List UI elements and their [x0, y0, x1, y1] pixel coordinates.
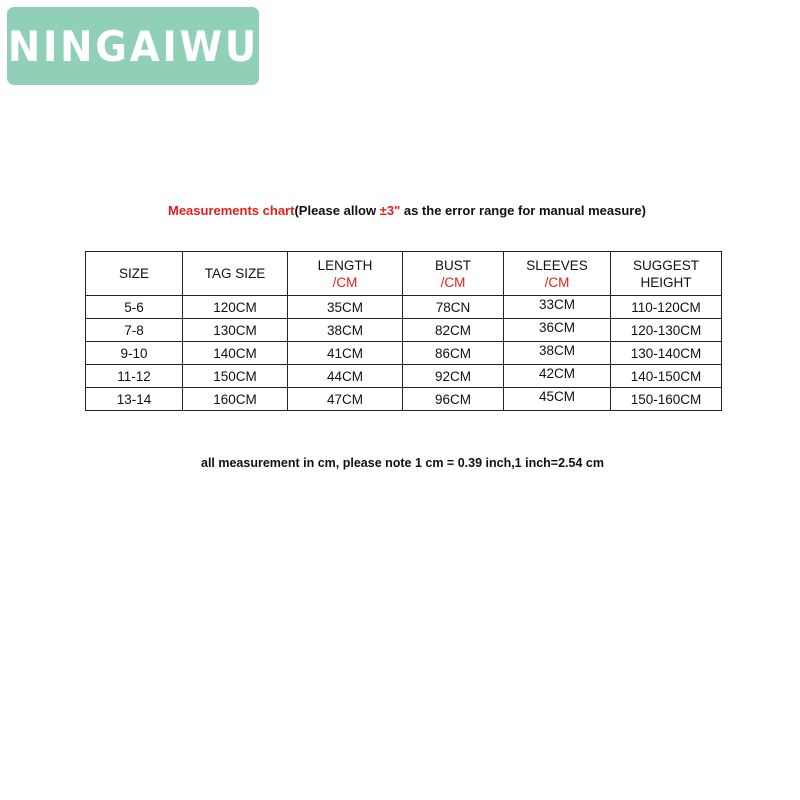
heading-title: Measurements chart: [168, 203, 295, 218]
header-length-label: LENGTH: [317, 257, 373, 273]
header-length-unit: /CM: [332, 274, 358, 290]
cell-suggest-height-value: 120-130CM: [630, 322, 702, 338]
cell-bust-value: 96CM: [434, 391, 471, 407]
cell-suggest-height: [611, 388, 722, 411]
header-suggest-label: SUGGEST: [632, 257, 699, 273]
cell-length-value: 44CM: [326, 368, 363, 384]
table-row: [86, 388, 722, 411]
cell-length-value: 38CM: [326, 322, 363, 338]
header-sleeves-label: SLEEVES: [526, 257, 588, 273]
cell-bust: [403, 319, 504, 342]
cell-size-value: 9-10: [120, 345, 148, 361]
cell-bust-value: 86CM: [434, 345, 471, 361]
cell-bust: [403, 365, 504, 388]
cell-suggest-height: [611, 296, 722, 319]
cell-length-value: 47CM: [326, 391, 363, 407]
cell-bust-value: 82CM: [434, 322, 471, 338]
cell-suggest-height-value: 130-140CM: [630, 345, 702, 361]
cell-sleeves: [504, 365, 611, 388]
cell-tag-size: [183, 388, 288, 411]
cell-bust-value: 78CN: [435, 299, 471, 315]
cell-tag-size: [183, 342, 288, 365]
brand-logo-text: NINGAIWU: [7, 21, 259, 71]
brand-logo: [7, 7, 259, 85]
cell-sleeves: [504, 342, 611, 365]
table-row: [86, 296, 722, 319]
header-height-label: HEIGHT: [640, 274, 692, 290]
cell-sleeves: [504, 296, 611, 319]
cell-sleeves-value: 33CM: [538, 296, 575, 312]
cell-sleeves-value: 42CM: [538, 365, 575, 381]
header-bust-unit: /CM: [440, 274, 466, 290]
cell-length-value: 41CM: [326, 345, 363, 361]
cell-length: [288, 296, 403, 319]
header-bust-label: BUST: [434, 257, 471, 273]
cell-length: [288, 388, 403, 411]
cell-size-value: 5-6: [124, 299, 144, 315]
cell-size: [86, 319, 183, 342]
table-header-row: [86, 252, 722, 296]
header-sleeves: [504, 252, 611, 296]
cell-tag-size-value: 140CM: [213, 345, 257, 361]
cell-sleeves-value: 38CM: [538, 342, 575, 358]
cell-tag-size-value: 160CM: [213, 391, 257, 407]
cell-sleeves: [504, 319, 611, 342]
cell-tag-size-value: 130CM: [213, 322, 257, 338]
cell-tag-size-value: 150CM: [213, 368, 257, 384]
cell-size: [86, 342, 183, 365]
cell-tag-size-value: 120CM: [213, 299, 257, 315]
size-table: [85, 251, 722, 411]
cell-tag-size: [183, 319, 288, 342]
header-tag-size: TAG SIZE: [183, 252, 288, 296]
cell-size-value: 13-14: [116, 391, 152, 407]
cell-suggest-height-value: 110-120CM: [631, 299, 701, 315]
table-row: [86, 342, 722, 365]
conversion-note: all measurement in cm, please note 1 cm = 0.39 inch,1 inch=2.54 cm: [201, 456, 604, 470]
cell-tag-size: [183, 365, 288, 388]
table-row: [86, 365, 722, 388]
cell-bust: [403, 342, 504, 365]
cell-size-value: 7-8: [124, 322, 144, 338]
cell-suggest-height: [611, 342, 722, 365]
cell-bust-value: 92CM: [434, 368, 471, 384]
cell-suggest-height: [611, 319, 722, 342]
cell-length: [288, 365, 403, 388]
header-size: SIZE: [86, 252, 183, 296]
cell-size: [86, 296, 183, 319]
cell-bust: [403, 296, 504, 319]
heading-note-end: as the error range for manual measure): [400, 203, 646, 218]
cell-sleeves-value: 36CM: [538, 319, 575, 335]
cell-length: [288, 319, 403, 342]
table-row: [86, 319, 722, 342]
chart-heading: [168, 203, 646, 218]
cell-size-value: 11-12: [117, 368, 151, 384]
header-length: [288, 252, 403, 296]
cell-length: [288, 342, 403, 365]
header-sleeves-unit: /CM: [544, 274, 570, 290]
cell-tag-size: [183, 296, 288, 319]
header-bust: [403, 252, 504, 296]
cell-sleeves-value: 45CM: [538, 388, 575, 404]
cell-size: [86, 365, 183, 388]
header-suggest-height: [611, 252, 722, 296]
cell-length-value: 35CM: [326, 299, 363, 315]
cell-suggest-height-value: 140-150CM: [630, 368, 702, 384]
heading-note-start: (Please allow: [294, 203, 380, 218]
cell-sleeves: [504, 388, 611, 411]
cell-bust: [403, 388, 504, 411]
heading-tolerance: ±3": [379, 203, 401, 218]
cell-size: [86, 388, 183, 411]
cell-suggest-height-value: 150-160CM: [630, 391, 702, 407]
cell-suggest-height: [611, 365, 722, 388]
